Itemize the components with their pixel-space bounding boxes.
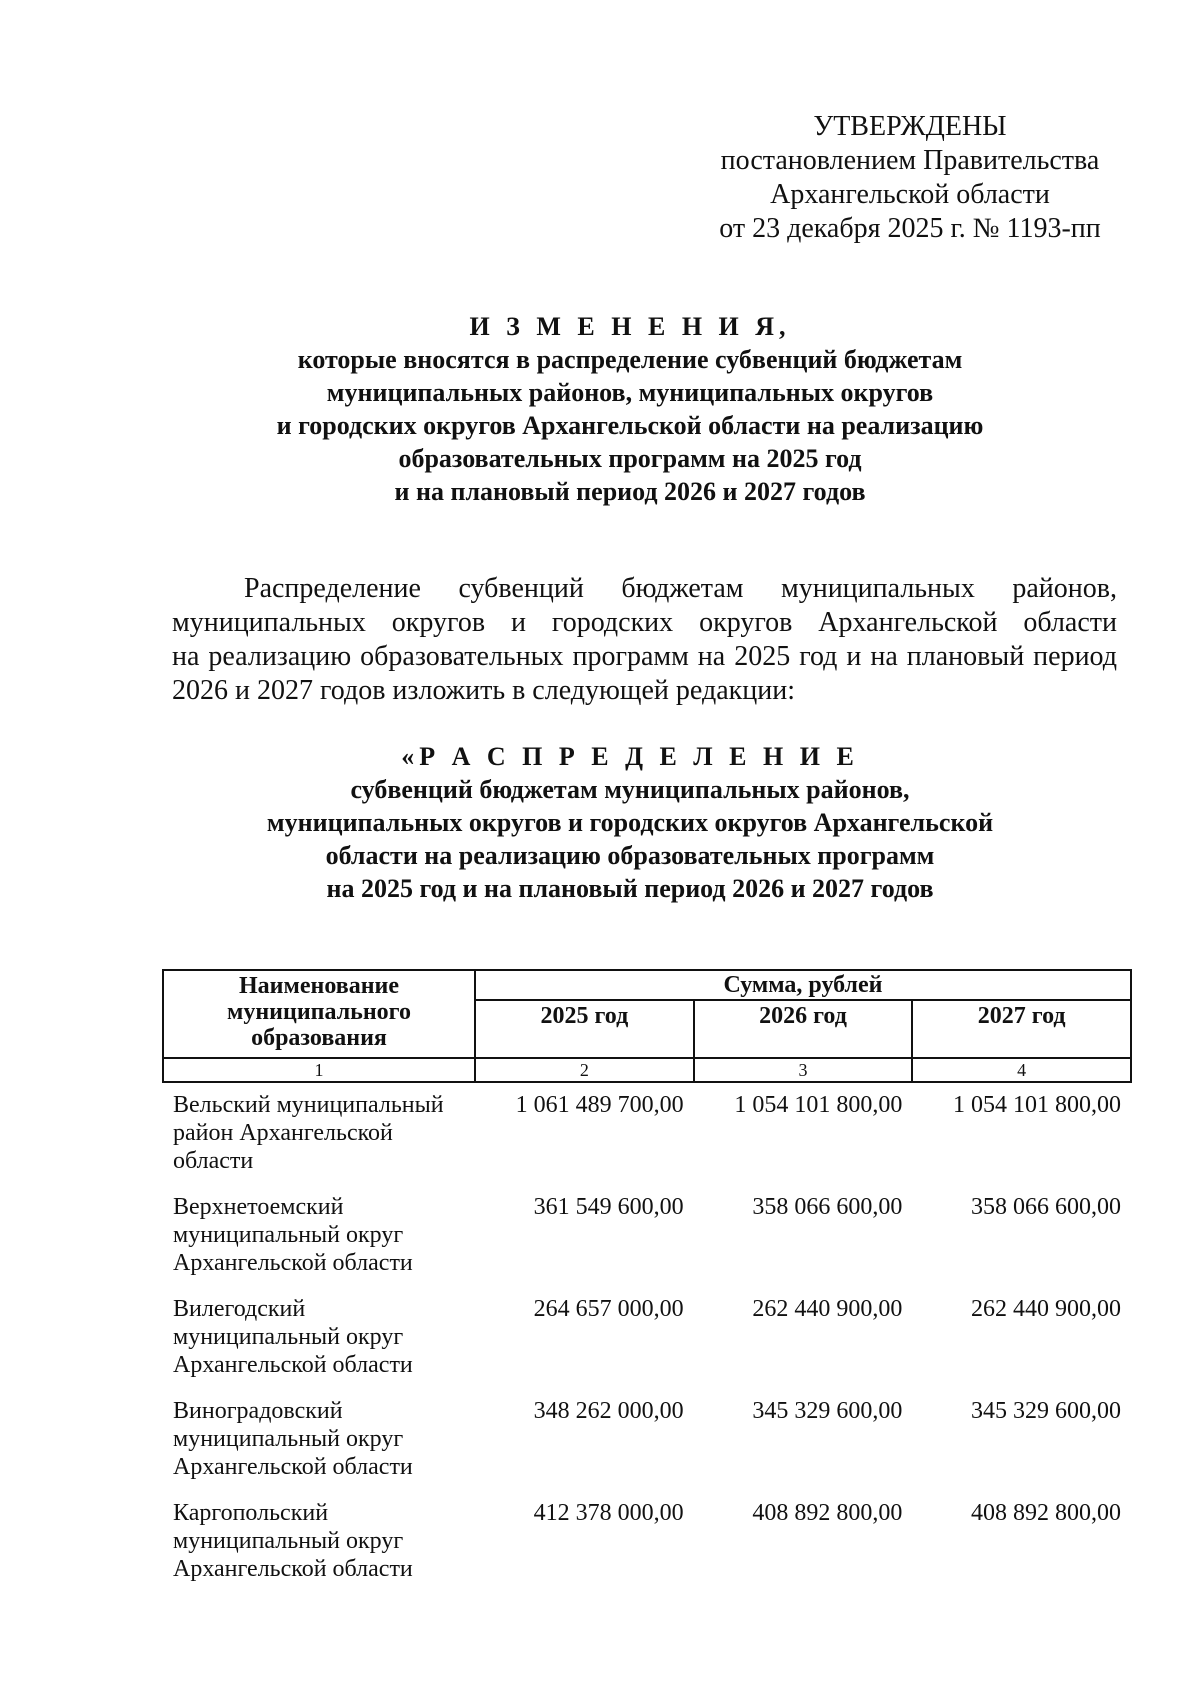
heading-line: и городских округов Архангельской области на реализацию [276,411,984,440]
distribution-title: «Р А С П Р Е Д Е Л Е Н И Е [401,742,859,771]
municipality-name: Виноградовский муниципальный округ Архангельской области [173,1398,413,1480]
municipality-name: Вилегодский муниципальный округ Архангельской области [173,1296,413,1378]
header-municipality-label: Наименование муниципального образования [227,973,411,1051]
table-row [163,1082,1131,1185]
header-year-2027: 2027 год [912,1000,1131,1058]
heading-line: образовательных программ на 2025 год [398,444,862,473]
table-row [163,1287,1131,1389]
municipality-name: Верхнетоемский муниципальный округ Архангельской области [173,1194,413,1276]
amount-2025: 361 549 600,00 [533,1194,684,1220]
body-paragraph [172,572,1117,708]
changes-heading [150,310,1110,508]
distribution-line: на 2025 год и на плановый период 2026 и 2027 годов [326,874,934,903]
amount-2027: 358 066 600,00 [971,1194,1121,1220]
column-number: 3 [694,1058,913,1082]
distribution-heading [150,740,1110,905]
amount-2026: 1 054 101 800,00 [734,1092,903,1118]
amount-2025: 348 262 000,00 [533,1398,684,1424]
table-row [163,1491,1131,1593]
amount-2025: 412 378 000,00 [533,1500,684,1526]
paragraph-line: 2026 и 2027 годов изложить в следующей редакции: [172,675,795,706]
amount-2025: 1 061 489 700,00 [515,1092,684,1118]
header-year-2026: 2026 год [694,1000,913,1058]
heading-line: которые вносятся в распределение субвенций бюджетам [297,345,963,374]
header-sum: Сумма, рублей [475,970,1131,1000]
column-number: 1 [163,1058,475,1082]
paragraph-line: Распределение субвенций бюджетам муниципальных районов, [244,573,1117,604]
heading-line: муниципальных районов, муниципальных округов [326,378,934,407]
amount-2027: 345 329 600,00 [971,1398,1121,1424]
column-number: 2 [475,1058,694,1082]
column-number: 4 [912,1058,1131,1082]
distribution-line: области на реализацию образовательных программ [325,841,935,870]
approval-line: Архангельской области [770,179,1050,210]
table-row [163,1389,1131,1491]
municipality-name: Каргопольский муниципальный округ Архангельской области [173,1500,413,1582]
header-municipality [163,970,475,1058]
amount-2027: 408 892 800,00 [971,1500,1121,1526]
approval-date: от 23 декабря 2025 г. № 1193-пп [719,213,1101,244]
amount-2026: 408 892 800,00 [752,1500,903,1526]
distribution-table [162,969,1132,1593]
distribution-line: субвенций бюджетам муниципальных районов, [350,775,910,804]
heading-title: И З М Е Н Е Н И Я, [469,312,791,341]
amount-2026: 345 329 600,00 [752,1398,903,1424]
municipality-name: Вельский муниципальный район Архангельской области [173,1092,444,1174]
paragraph-line: муниципальных округов и городских округов Архангельской области [172,607,1117,638]
amount-2027: 1 054 101 800,00 [953,1092,1121,1118]
table-row [163,1185,1131,1287]
amount-2026: 358 066 600,00 [752,1194,903,1220]
distribution-line: муниципальных округов и городских округов Архангельской [266,808,994,837]
amount-2027: 262 440 900,00 [971,1296,1121,1322]
approval-block [700,110,1120,246]
amount-2025: 264 657 000,00 [533,1296,684,1322]
heading-line: и на плановый период 2026 и 2027 годов [394,477,866,506]
paragraph-line: на реализацию образовательных программ на 2025 год и на плановый период [172,641,1117,672]
approval-line: постановлением Правительства [720,145,1100,176]
amount-2026: 262 440 900,00 [752,1296,903,1322]
header-year-2025: 2025 год [475,1000,694,1058]
approval-title: УТВЕРЖДЕНЫ [813,111,1007,142]
